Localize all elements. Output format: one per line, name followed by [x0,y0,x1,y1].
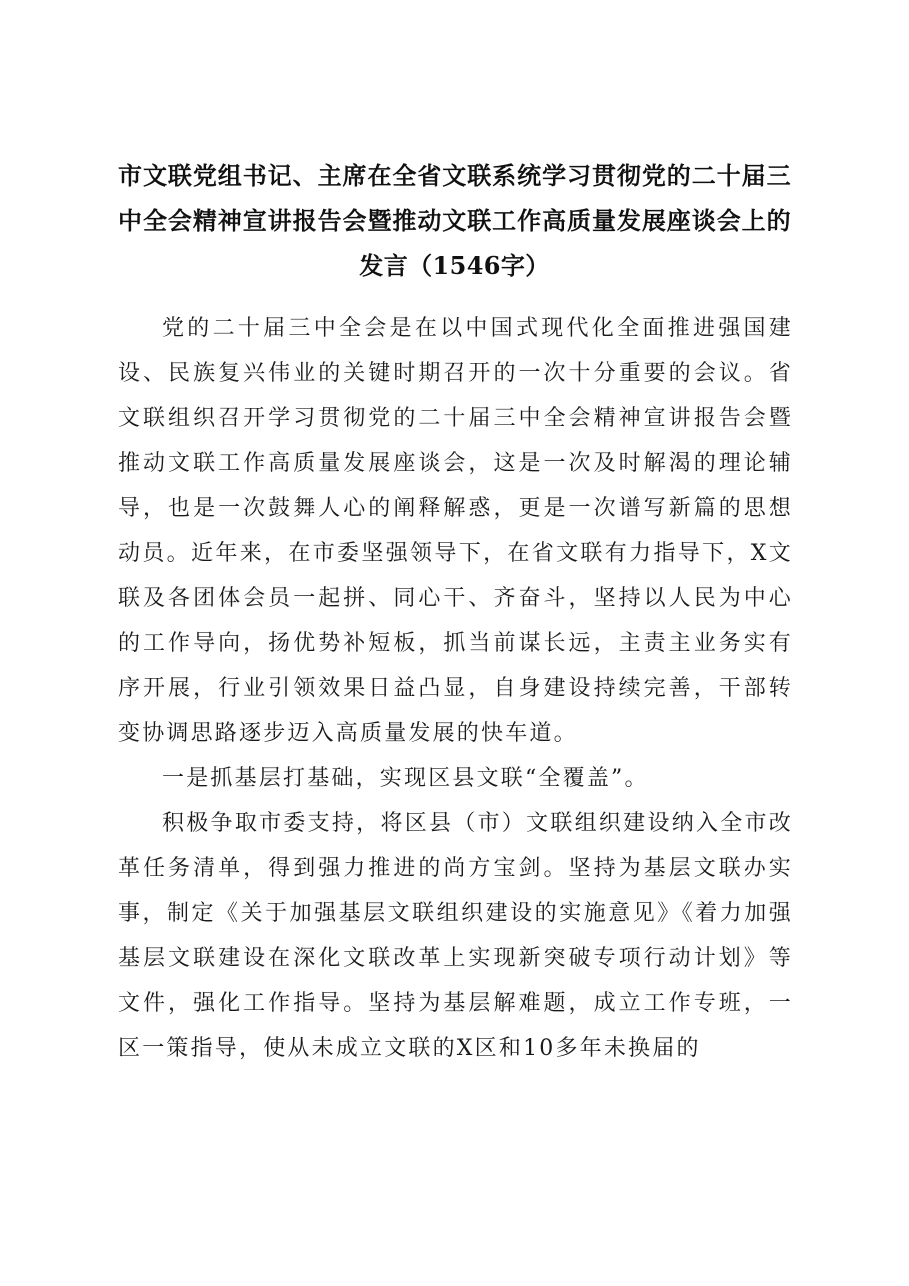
paragraph-section-body: 积极争取市委支持，将区县（市）文联组织建设纳入全市改革任务清单，得到强力推进的尚方宝剑。坚持为基层文联办实事，制定《关于加强基层文联组织建设的实施意见》《着力加强基层文联建设在深化文联改革上实现新突破专项行动计划》等文件，强化工作指导。坚持为基层解难题，成立工作专班，一区一策指导，使从未成立文联的X区和10多年未换届的 [118,811,793,1061]
document-title: 市文联党组书记、主席在全省文联系统学习贯彻党的二十届三中全会精神宣讲报告会暨推动文联工作高质量发展座谈会上的发言（1546字） [118,161,791,280]
document-body [118,306,793,1071]
paragraph-section-heading: 一是抓基层打基础，实现区县文联“全覆盖”。 [162,766,649,791]
paragraph-intro: 党的二十届三中全会是在以中国式现代化全面推进强国建设、民族复兴伟业的关键时期召开的一次十分重要的会议。省文联组织召开学习贯彻党的二十届三中全会精神宣讲报告会暨推动文联工作高质量发展座谈会，这是一次及时解渴的理论辅导，也是一次鼓舞人心的阐释解惑，更是一次谱写新篇的思想动员。近年来，在市委坚强领导下，在省文联有力指导下，X文联及各团体会员一起拼、同心干、齐奋斗，坚持以人民为中心的工作导向，扬优势补短板，抓当前谋长远，主责主业务实有序开展，行业引领效果日益凸显，自身建设持续完善，干部转变协调思路逐步迈入高质量发展的快车道。 [118,316,793,746]
